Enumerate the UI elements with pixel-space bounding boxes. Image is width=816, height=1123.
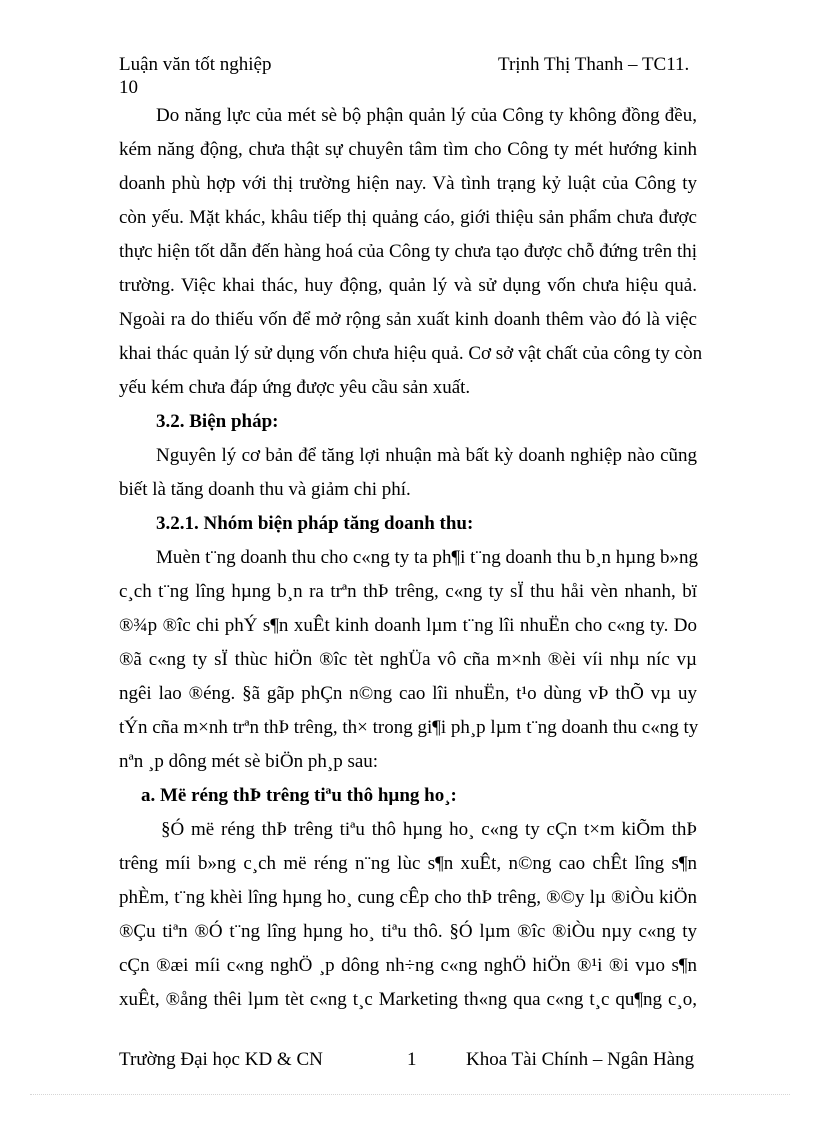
section-heading: 3.2. Biện pháp: xyxy=(156,411,279,432)
page-divider xyxy=(30,1094,790,1095)
body-line: thực hiện tốt dẫn đến hàng hoá của Công ty chưa tạo được chỗ đứng trên thị xyxy=(119,241,697,262)
body-line: ®ã c«ng ty sÏ thùc hiÖn ®îc tèt nghÜa vô cña m×nh ®èi víi nhµ níc vµ xyxy=(119,649,697,670)
body-line: trường. Việc khai thác, huy động, quản lý và sử dụng vốn chưa hiệu quả. xyxy=(119,275,697,296)
body-line: c¸ch t¨ng lîng hµng b¸n ra trªn thÞ trêng, c«ng ty sÏ thu håi vèn nhanh, bï xyxy=(119,581,697,602)
body-line: trêng míi b»ng c¸ch më réng n¨ng lùc s¶n xuÊt, n©ng cao chÊt lîng s¶n xyxy=(119,853,697,874)
body-line: Ngoài ra do thiếu vốn để mở rộng sản xuất kinh doanh thêm vào đó là việc xyxy=(119,309,697,330)
footer-university: Trường Đại học KD & CN xyxy=(119,1049,323,1070)
body-line: ®Çu tiªn ®Ó t¨ng lîng hµng ho¸ tiªu thô. §Ó lµm ®îc ®iÒu nµy c«ng ty xyxy=(119,921,697,942)
body-line: biết là tăng doanh thu và giảm chi phí. xyxy=(119,479,411,500)
body-line: tÝn cña m×nh trªn thÞ trêng, th× trong gi¶i ph¸p lµm t¨ng doanh thu c«ng ty xyxy=(119,717,699,738)
body-line: nªn ¸p dông mét sè biÖn ph¸p sau: xyxy=(119,751,379,772)
body-line: Do năng lực của mét sè bộ phận quản lý của Công ty không đồng đều, xyxy=(156,105,697,126)
list-heading: a. Më réng thÞ trêng tiªu thô hµng ho¸: xyxy=(141,785,457,806)
body-line: Nguyên lý cơ bản để tăng lợi nhuận mà bất kỳ doanh nghiệp nào cũng xyxy=(156,445,697,466)
body-line: ngêi lao ®éng. §ã gãp phÇn n©ng cao lîi nhuËn, t¹o dùng vÞ thÕ vµ uy xyxy=(119,683,697,704)
header-class-number: 10 xyxy=(119,77,138,98)
subsection-heading: 3.2.1. Nhóm biện pháp tăng doanh thu: xyxy=(156,513,474,534)
body-line: kém năng động, chưa thật sự chuyên tâm tìm cho Công ty mét hướng kinh xyxy=(119,139,697,160)
body-line: còn yếu. Mặt khác, khâu tiếp thị quảng cáo, giới thiệu sản phẩm chưa được xyxy=(119,207,697,228)
document-body xyxy=(119,99,703,1017)
body-line: Muèn t¨ng doanh thu cho c«ng ty ta ph¶i t¨ng doanh thu b¸n hµng b»ng xyxy=(156,547,698,568)
body-line: khai thác quản lý sử dụng vốn chưa hiệu quả. Cơ sở vật chất của công ty còn xyxy=(119,343,703,364)
body-line: yếu kém chưa đáp ứng được yêu cầu sản xuất. xyxy=(119,377,471,398)
body-line: §Ó më réng thÞ trêng tiªu thô hµng ho¸ c«ng ty cÇn t×m kiÕm thÞ xyxy=(161,819,697,840)
header-thesis-title: Luận văn tốt nghiệp xyxy=(119,54,272,75)
body-line: xuÊt, ®ång thêi lµm tèt c«ng t¸c Marketing th«ng qua c«ng t¸c qu¶ng c¸o, xyxy=(119,989,697,1010)
page-number: 1 xyxy=(407,1049,417,1070)
body-line: doanh phù hợp với thị trường hiện nay. Và tình trạng kỷ luật của Công ty xyxy=(119,173,697,194)
header-author: Trịnh Thị Thanh – TC11. xyxy=(498,54,690,75)
body-line: ®¾p ®îc chi phÝ s¶n xuÊt kinh doanh lµm t¨ng lîi nhuËn cho c«ng ty. Do xyxy=(119,615,697,636)
body-line: cÇn ®æi míi c«ng nghÖ ¸p dông nh÷ng c«ng nghÖ hiÖn ®¹i ®i vµo s¶n xyxy=(119,955,697,976)
body-line: phÈm, t¨ng khèi lîng hµng ho¸ cung cÊp cho thÞ trêng, ®©y lµ ®iÒu kiÖn xyxy=(119,887,697,908)
footer-faculty: Khoa Tài Chính – Ngân Hàng xyxy=(466,1049,695,1070)
